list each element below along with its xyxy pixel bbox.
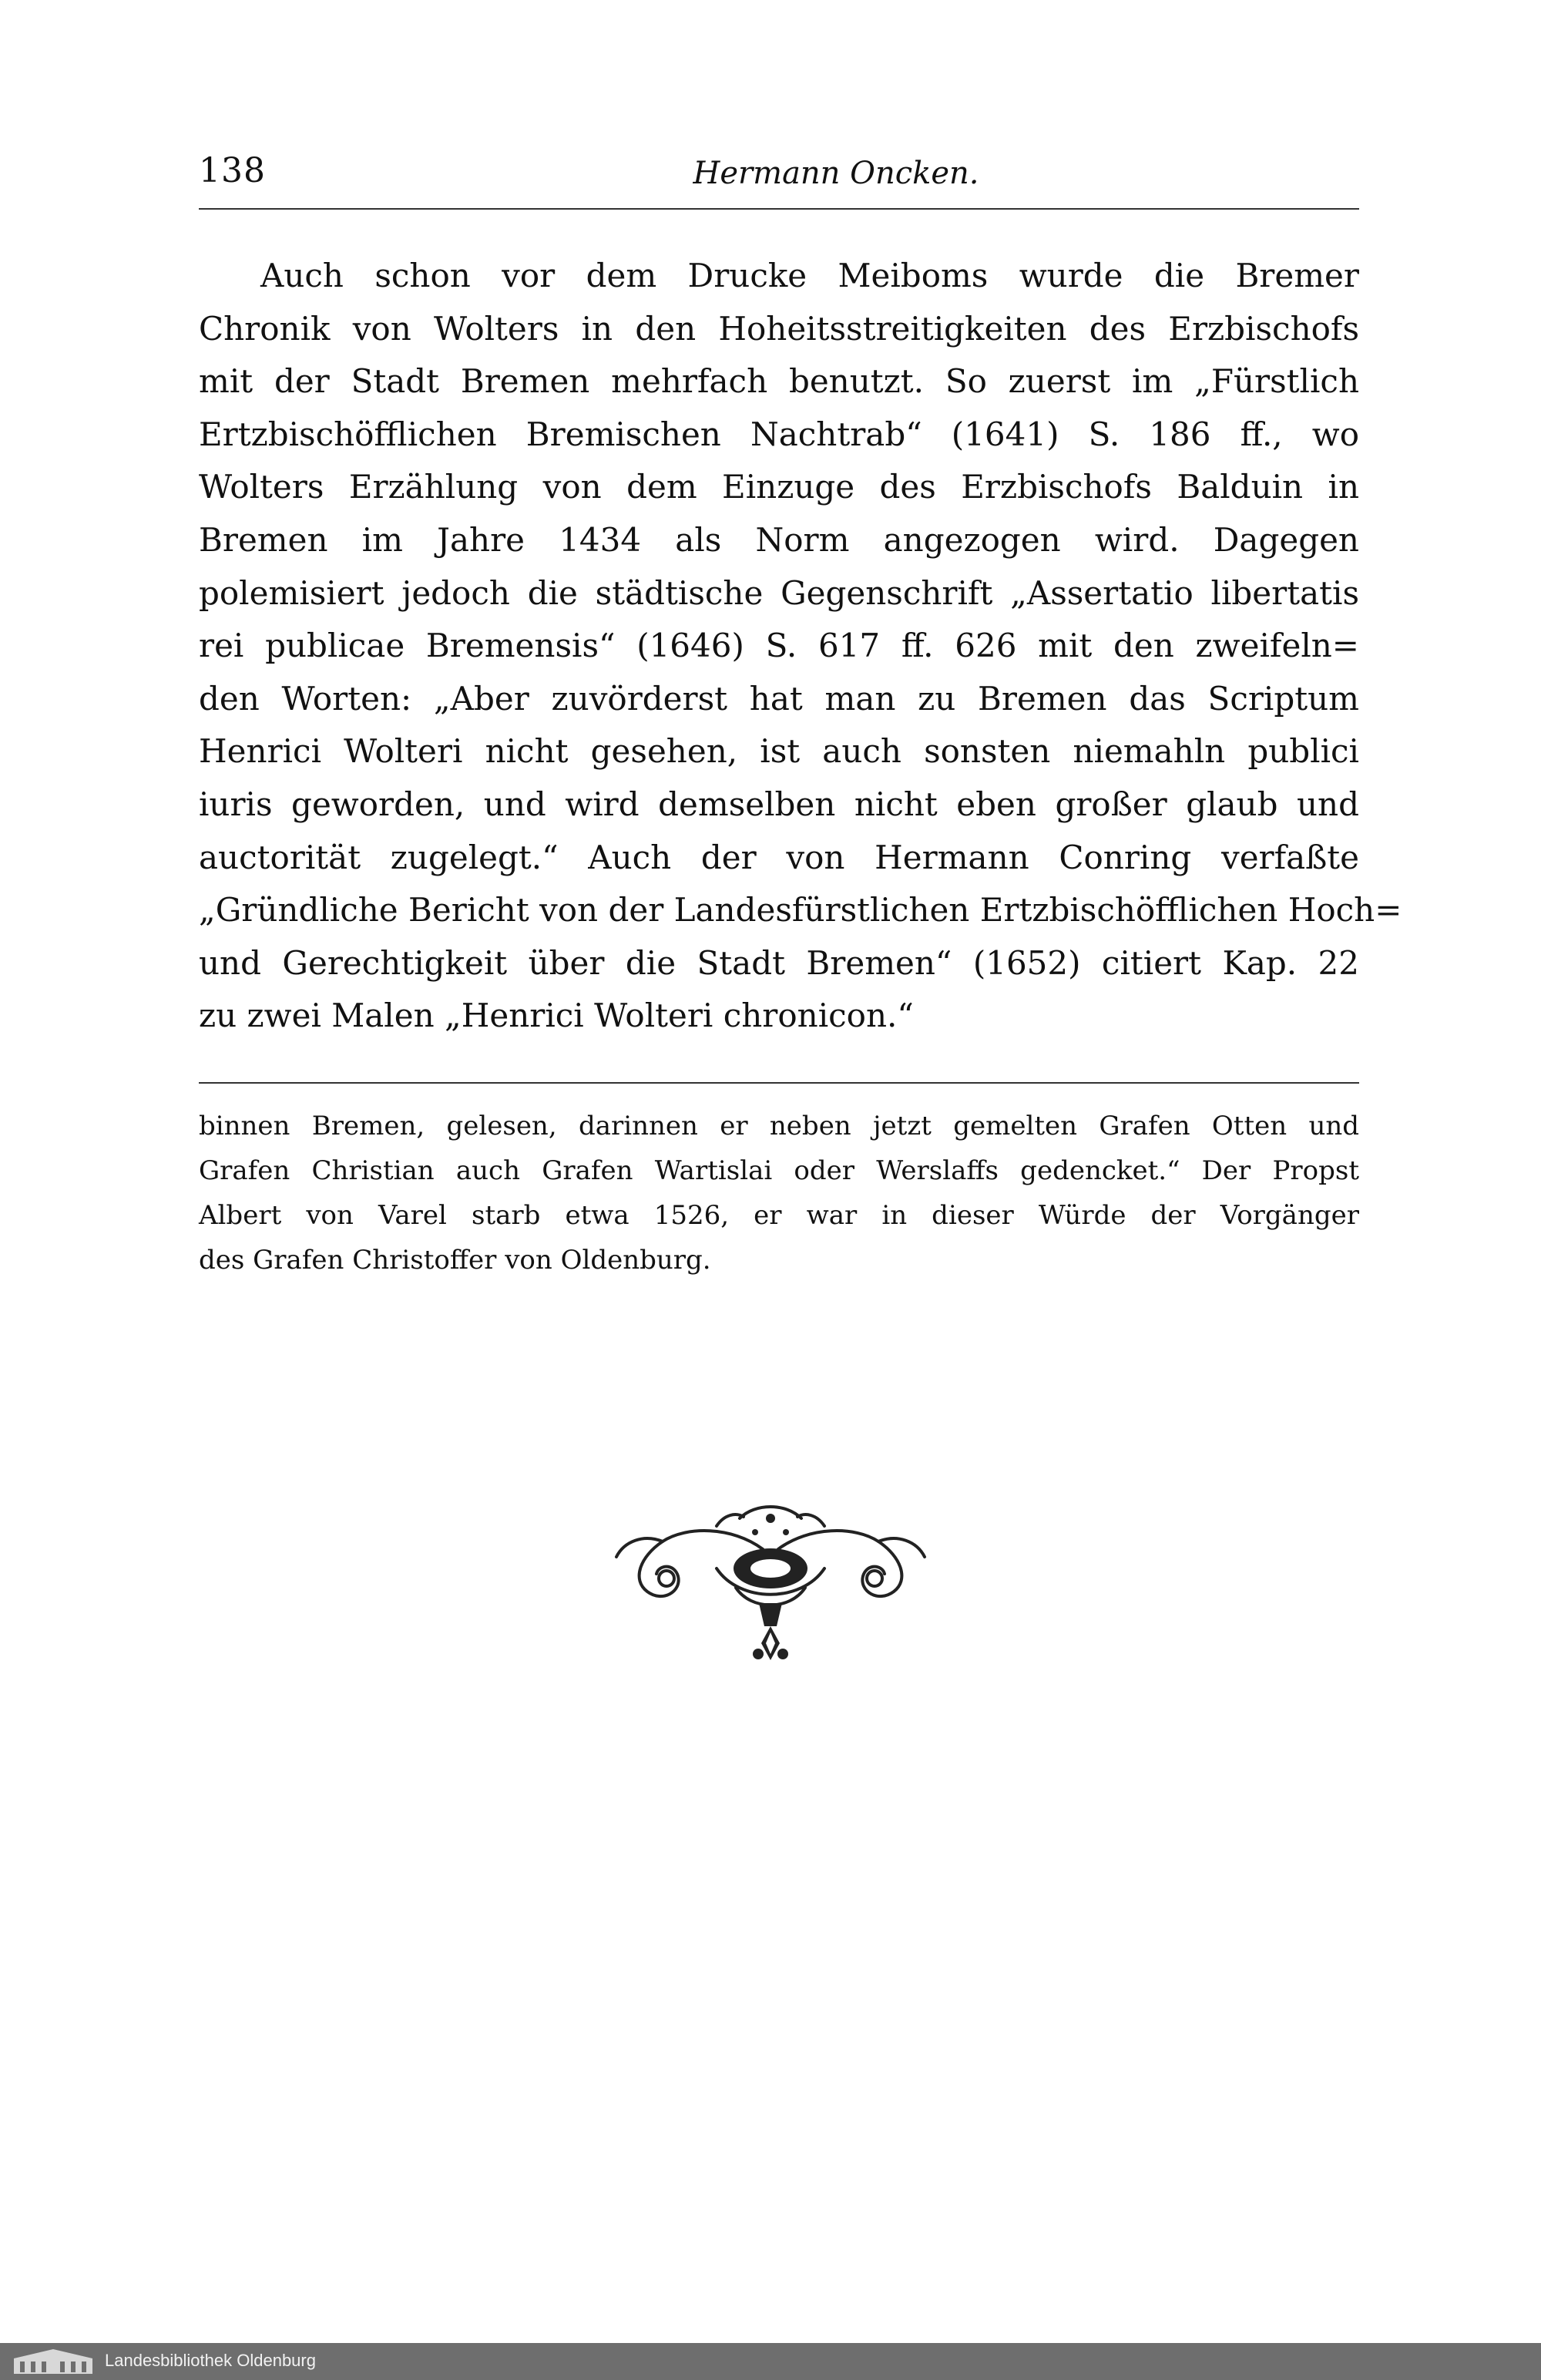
body-line: rei publicae Bremensis“ (1646) S. 617 ff. 626 mit den zweifeln=	[199, 627, 1359, 665]
body-line: Ertzbischöfflichen Bremischen Nachtrab“ (1641) S. 186 ff., wo	[199, 415, 1359, 453]
body-line: Chronik von Wolters in den Hoheitsstreitigkeiten des Erzbischofs	[199, 309, 1359, 348]
body-line: mit der Stadt Bremen mehrfach benutzt. So zuerst im „Fürstlich	[199, 362, 1359, 401]
body-line: iuris geworden, und wird demselben nicht eben großer glaub und	[199, 785, 1359, 823]
footnote	[199, 1104, 1359, 1282]
page-number: 138	[199, 151, 266, 190]
footnote-line: Grafen Christian auch Grafen Wartislai oder Werslaffs gedencket.“ Der Propst	[199, 1155, 1359, 1186]
footnote-rule	[199, 1082, 1359, 1084]
floral-vignette-icon	[601, 1495, 940, 1672]
body-line: Bremen im Jahre 1434 als Norm angezogen wird. Dagegen	[199, 520, 1359, 559]
running-head: Hermann Oncken.	[693, 156, 979, 191]
body-line: Auch schon vor dem Drucke Meiboms wurde die Bremer	[260, 257, 1359, 294]
library-name: Landesbibliothek Oldenburg	[105, 2351, 316, 2370]
body-line: und Gerechtigkeit über die Stadt Bremen“ (1652) citiert Kap. 22	[199, 943, 1359, 982]
footnote-line: des Grafen Christoffer von Oldenburg.	[199, 1245, 711, 1276]
footer-bar	[0, 2343, 1541, 2380]
body-line: den Worten: „Aber zuvörderst hat man zu Bremen das Scriptum	[199, 679, 1359, 718]
body-line: polemisiert jedoch die städtische Gegenschrift „Assertatio libertatis	[199, 573, 1359, 612]
body-line: Henrici Wolteri nicht gesehen, ist auch sonsten niemahln publici	[199, 732, 1359, 771]
body-line: Wolters Erzählung von dem Einzuge des Erzbischofs Balduin in	[199, 468, 1359, 506]
header-rule	[199, 208, 1359, 210]
library-building-icon	[11, 2348, 96, 2375]
body-line: zu zwei Malen „Henrici Wolteri chronicon.“	[199, 997, 914, 1035]
body-text	[199, 250, 1402, 1043]
footnote-line: Albert von Varel starb etwa 1526, er war in dieser Würde der Vorgänger	[199, 1200, 1359, 1231]
body-line: „Gründliche Bericht von der Landesfürstlichen Ertzbischöfflichen Hoch=	[199, 891, 1402, 929]
body-line: auctorität zugelegt.“ Auch der von Hermann Conring verfaßte	[199, 838, 1359, 876]
footnote-line: binnen Bremen, gelesen, darinnen er neben jetzt gemelten Grafen Otten und	[199, 1111, 1359, 1141]
